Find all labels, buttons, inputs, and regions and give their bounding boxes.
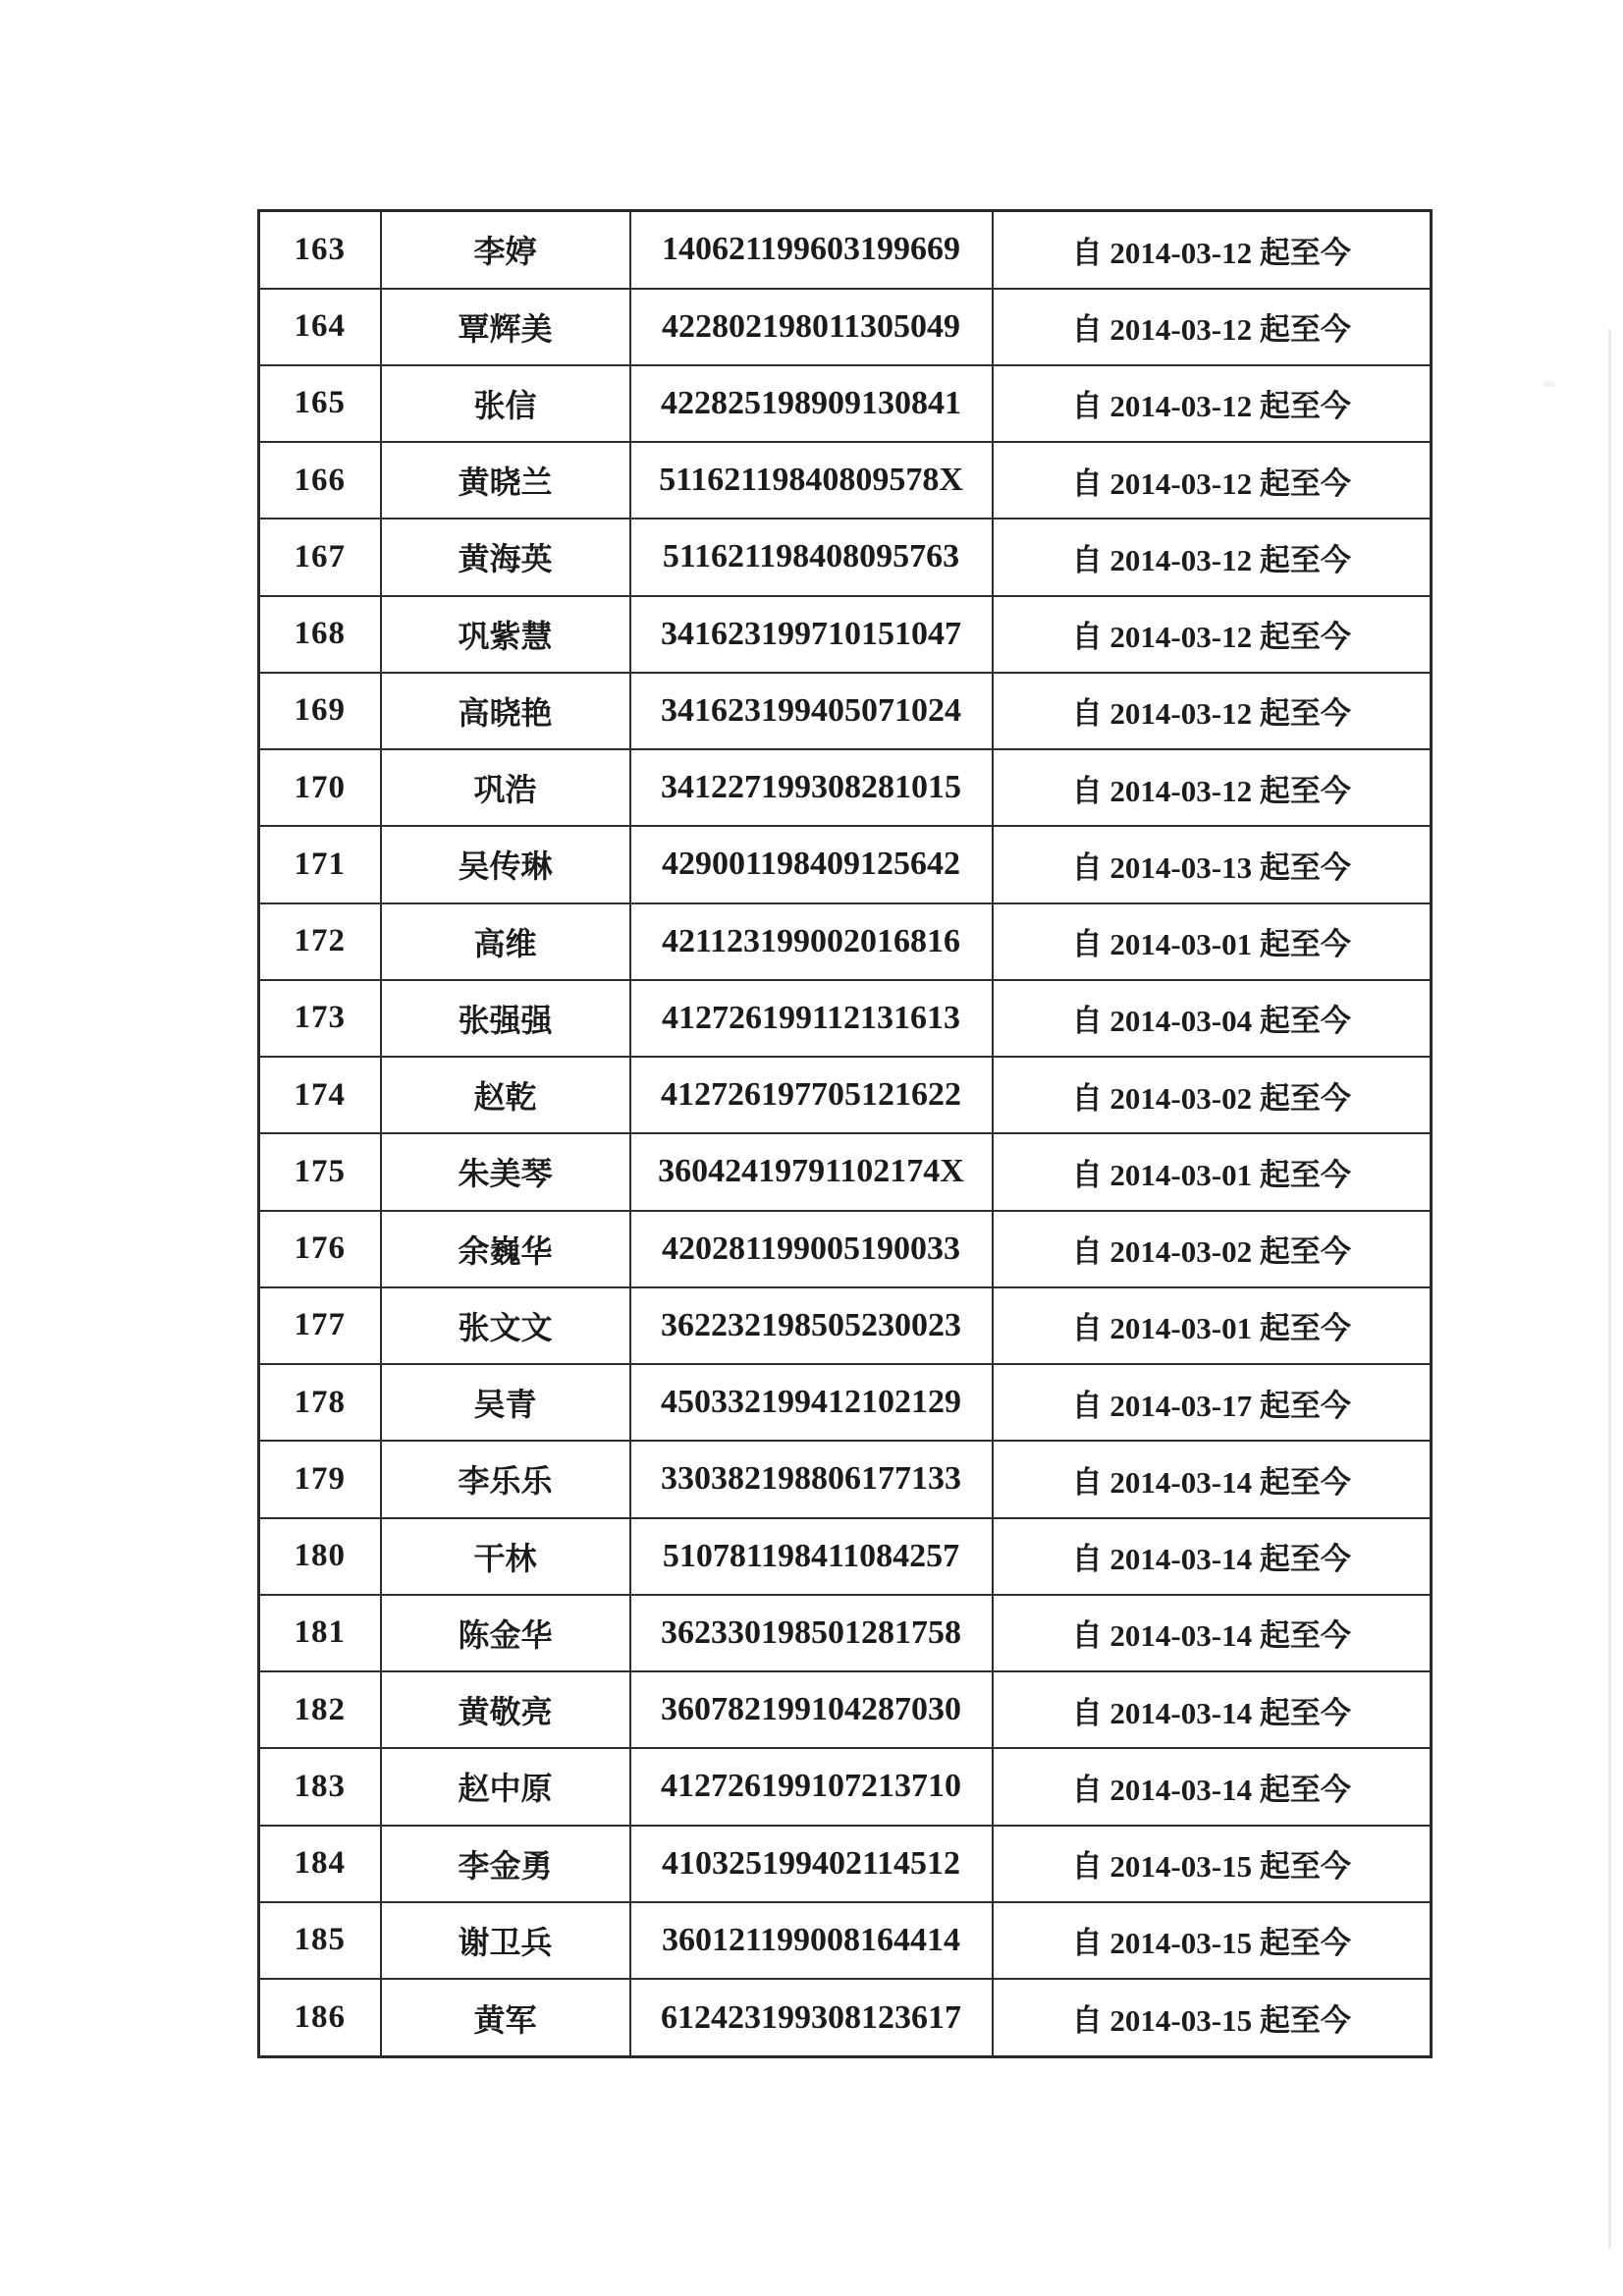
- roster-table: [257, 209, 1433, 2058]
- id-number-cell: 362330198501281758: [630, 1595, 993, 1671]
- table-row: [259, 749, 1432, 826]
- name-cell: 赵乾: [381, 1057, 630, 1133]
- row-number-cell: 183: [259, 1748, 381, 1825]
- id-number-cell: 36042419791102174X: [630, 1133, 993, 1210]
- row-number-cell: 178: [259, 1364, 381, 1441]
- period-cell: 自 2014-03-14 起至今: [993, 1441, 1432, 1517]
- scan-edge-artifact: [1608, 329, 1611, 2249]
- period-cell: 自 2014-03-04 起至今: [993, 980, 1432, 1057]
- period-cell: 自 2014-03-15 起至今: [993, 1979, 1432, 2056]
- row-number-cell: 163: [259, 211, 381, 289]
- name-cell: 余巍华: [381, 1211, 630, 1287]
- period-cell: 自 2014-03-15 起至今: [993, 1902, 1432, 1979]
- table-row: [259, 1133, 1432, 1210]
- period-cell: 自 2014-03-12 起至今: [993, 442, 1432, 519]
- name-cell: 张文文: [381, 1287, 630, 1364]
- table-row: [259, 1441, 1432, 1517]
- period-cell: 自 2014-03-01 起至今: [993, 903, 1432, 980]
- id-number-cell: 341623199405071024: [630, 673, 993, 749]
- id-number-cell: 360121199008164414: [630, 1902, 993, 1979]
- name-cell: 陈金华: [381, 1595, 630, 1671]
- id-number-cell: 360782199104287030: [630, 1671, 993, 1748]
- period-cell: 自 2014-03-12 起至今: [993, 289, 1432, 365]
- id-number-cell: 429001198409125642: [630, 826, 993, 902]
- id-number-cell: 510781198411084257: [630, 1518, 993, 1595]
- row-number-cell: 174: [259, 1057, 381, 1133]
- name-cell: 高维: [381, 903, 630, 980]
- row-number-cell: 172: [259, 903, 381, 980]
- row-number-cell: 166: [259, 442, 381, 519]
- id-number-cell: 422825198909130841: [630, 365, 993, 442]
- name-cell: 谢卫兵: [381, 1902, 630, 1979]
- table-row: [259, 1748, 1432, 1825]
- table-row: [259, 980, 1432, 1057]
- period-cell: 自 2014-03-15 起至今: [993, 1826, 1432, 1902]
- id-number-cell: 410325199402114512: [630, 1826, 993, 1902]
- name-cell: 张信: [381, 365, 630, 442]
- id-number-cell: 412726199112131613: [630, 980, 993, 1057]
- table-row: [259, 1902, 1432, 1979]
- roster-table-body: [259, 211, 1432, 2057]
- id-number-cell: 421123199002016816: [630, 903, 993, 980]
- table-row: [259, 826, 1432, 902]
- period-cell: 自 2014-03-12 起至今: [993, 596, 1432, 673]
- id-number-cell: 420281199005190033: [630, 1211, 993, 1287]
- name-cell: 赵中原: [381, 1748, 630, 1825]
- row-number-cell: 185: [259, 1902, 381, 1979]
- table-row: [259, 1518, 1432, 1595]
- name-cell: 吴传琳: [381, 826, 630, 902]
- period-cell: 自 2014-03-12 起至今: [993, 211, 1432, 289]
- name-cell: 覃辉美: [381, 289, 630, 365]
- table-row: [259, 519, 1432, 595]
- id-number-cell: 362232198505230023: [630, 1287, 993, 1364]
- name-cell: 张强强: [381, 980, 630, 1057]
- id-number-cell: 341623199710151047: [630, 596, 993, 673]
- id-number-cell: 330382198806177133: [630, 1441, 993, 1517]
- period-cell: 自 2014-03-12 起至今: [993, 365, 1432, 442]
- table-row: [259, 1671, 1432, 1748]
- row-number-cell: 184: [259, 1826, 381, 1902]
- row-number-cell: 165: [259, 365, 381, 442]
- scan-smudge-artifact: [1542, 381, 1555, 387]
- id-number-cell: 51162119840809578X: [630, 442, 993, 519]
- table-row: [259, 1826, 1432, 1902]
- table-row: [259, 596, 1432, 673]
- table-row: [259, 1364, 1432, 1441]
- table-row: [259, 442, 1432, 519]
- table-row: [259, 1287, 1432, 1364]
- row-number-cell: 186: [259, 1979, 381, 2056]
- id-number-cell: 422802198011305049: [630, 289, 993, 365]
- row-number-cell: 168: [259, 596, 381, 673]
- name-cell: 干林: [381, 1518, 630, 1595]
- id-number-cell: 341227199308281015: [630, 749, 993, 826]
- name-cell: 黄晓兰: [381, 442, 630, 519]
- period-cell: 自 2014-03-01 起至今: [993, 1133, 1432, 1210]
- period-cell: 自 2014-03-01 起至今: [993, 1287, 1432, 1364]
- table-row: [259, 1979, 1432, 2056]
- name-cell: 巩紫慧: [381, 596, 630, 673]
- row-number-cell: 181: [259, 1595, 381, 1671]
- id-number-cell: 612423199308123617: [630, 1979, 993, 2056]
- row-number-cell: 171: [259, 826, 381, 902]
- name-cell: 巩浩: [381, 749, 630, 826]
- table-row: [259, 903, 1432, 980]
- name-cell: 朱美琴: [381, 1133, 630, 1210]
- table-row: [259, 673, 1432, 749]
- period-cell: 自 2014-03-17 起至今: [993, 1364, 1432, 1441]
- table-row: [259, 1057, 1432, 1133]
- table-row: [259, 365, 1432, 442]
- table-row: [259, 1595, 1432, 1671]
- id-number-cell: 412726199107213710: [630, 1748, 993, 1825]
- table-row: [259, 289, 1432, 365]
- name-cell: 李乐乐: [381, 1441, 630, 1517]
- row-number-cell: 173: [259, 980, 381, 1057]
- row-number-cell: 170: [259, 749, 381, 826]
- name-cell: 黄海英: [381, 519, 630, 595]
- row-number-cell: 179: [259, 1441, 381, 1517]
- name-cell: 黄军: [381, 1979, 630, 2056]
- name-cell: 李婷: [381, 211, 630, 289]
- id-number-cell: 511621198408095763: [630, 519, 993, 595]
- row-number-cell: 164: [259, 289, 381, 365]
- name-cell: 李金勇: [381, 1826, 630, 1902]
- row-number-cell: 169: [259, 673, 381, 749]
- id-number-cell: 412726197705121622: [630, 1057, 993, 1133]
- period-cell: 自 2014-03-02 起至今: [993, 1211, 1432, 1287]
- row-number-cell: 177: [259, 1287, 381, 1364]
- period-cell: 自 2014-03-14 起至今: [993, 1595, 1432, 1671]
- period-cell: 自 2014-03-12 起至今: [993, 673, 1432, 749]
- period-cell: 自 2014-03-12 起至今: [993, 749, 1432, 826]
- id-number-cell: 140621199603199669: [630, 211, 993, 289]
- row-number-cell: 176: [259, 1211, 381, 1287]
- row-number-cell: 182: [259, 1671, 381, 1748]
- period-cell: 自 2014-03-12 起至今: [993, 519, 1432, 595]
- period-cell: 自 2014-03-14 起至今: [993, 1748, 1432, 1825]
- name-cell: 吴青: [381, 1364, 630, 1441]
- period-cell: 自 2014-03-14 起至今: [993, 1671, 1432, 1748]
- period-cell: 自 2014-03-13 起至今: [993, 826, 1432, 902]
- id-number-cell: 450332199412102129: [630, 1364, 993, 1441]
- name-cell: 黄敬亮: [381, 1671, 630, 1748]
- table-row: [259, 1211, 1432, 1287]
- period-cell: 自 2014-03-02 起至今: [993, 1057, 1432, 1133]
- table-row: [259, 211, 1432, 289]
- row-number-cell: 180: [259, 1518, 381, 1595]
- period-cell: 自 2014-03-14 起至今: [993, 1518, 1432, 1595]
- name-cell: 高晓艳: [381, 673, 630, 749]
- row-number-cell: 167: [259, 519, 381, 595]
- row-number-cell: 175: [259, 1133, 381, 1210]
